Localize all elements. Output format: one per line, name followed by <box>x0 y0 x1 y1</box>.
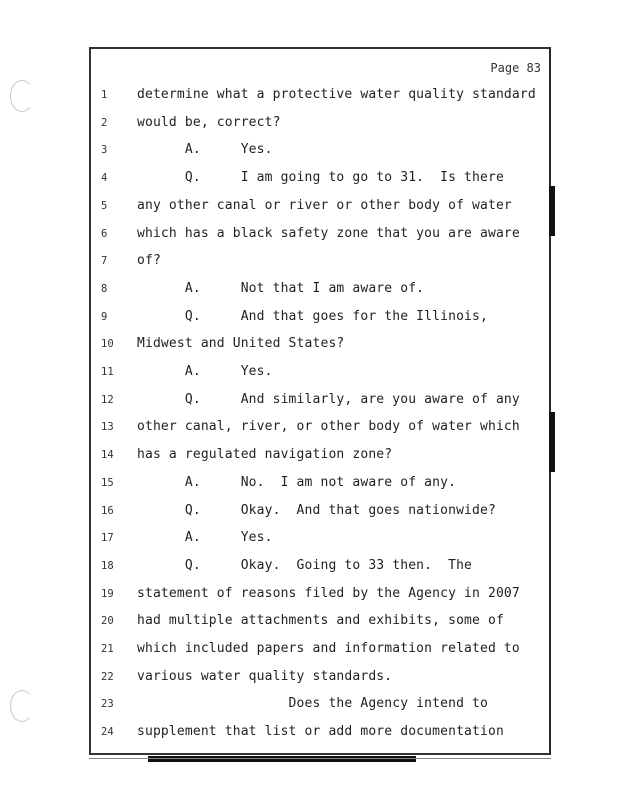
transcript-line: had multiple attachments and exhibits, some of <box>137 613 504 629</box>
line-number: 11 <box>101 366 114 378</box>
transcript-line: Midwest and United States? <box>137 336 345 352</box>
transcript-line: other canal, river, or other body of water which <box>137 419 520 435</box>
transcript-line: Q. And similarly, are you aware of any <box>137 391 520 407</box>
line-number: 6 <box>101 227 108 240</box>
line-number: 10 <box>101 338 114 351</box>
transcript-line: various water quality standards. <box>137 668 393 684</box>
line-number: 13 <box>101 421 114 434</box>
line-number: 7 <box>101 255 108 268</box>
transcript-line: which has a black safety zone that you are aware <box>137 225 520 241</box>
transcript-line: supplement that list or add more documentation <box>137 724 504 740</box>
line-number: 2 <box>101 116 108 129</box>
scan-line-bottom <box>89 758 551 759</box>
line-number: 15 <box>101 476 114 489</box>
transcript-line: A. Yes. <box>137 142 273 158</box>
line-number: 16 <box>101 504 114 517</box>
transcript-line: Q. Okay. And that goes nationwide? <box>137 502 496 518</box>
line-number: 21 <box>101 643 114 655</box>
transcript-line: which included papers and information related to <box>137 641 520 656</box>
line-number: 17 <box>101 532 114 545</box>
line-number: 8 <box>101 282 108 295</box>
scan-bar-right-bottom <box>549 412 555 472</box>
scan-bar-bottom <box>148 756 416 762</box>
line-number: 9 <box>101 310 108 323</box>
punch-hole-top <box>10 80 34 112</box>
line-number: 1 <box>101 89 108 101</box>
line-number: 5 <box>101 199 108 212</box>
line-number: 19 <box>101 587 114 600</box>
line-number: 12 <box>101 393 114 406</box>
transcript-line: A. Yes. <box>137 530 273 546</box>
transcript-line: Q. And that goes for the Illinois, <box>137 308 488 324</box>
line-number: 14 <box>101 449 114 462</box>
transcript-page <box>89 47 551 755</box>
transcript-line: determine what a protective water quality standard <box>137 87 536 102</box>
transcript-line: of? <box>137 253 161 269</box>
transcript-line: Q. I am going to go to 31. Is there <box>137 170 504 186</box>
scan-bar-right-top <box>549 186 555 236</box>
transcript-line: any other canal or river or other body of water <box>137 197 512 213</box>
transcript-line: would be, correct? <box>137 114 281 130</box>
punch-hole-bottom <box>10 690 34 722</box>
transcript-line: has a regulated navigation zone? <box>137 447 393 463</box>
line-number: 24 <box>101 726 114 739</box>
transcript-line: A. Yes. <box>137 364 273 379</box>
transcript-line: statement of reasons filed by the Agency in 2007 <box>137 585 520 601</box>
transcript-line: A. Not that I am aware of. <box>137 280 425 296</box>
transcript-line: Q. Okay. Going to 33 then. The <box>137 557 473 573</box>
line-number: 3 <box>101 144 108 157</box>
line-number: 4 <box>101 172 108 185</box>
transcript-line: Does the Agency intend to <box>137 696 488 712</box>
line-number: 22 <box>101 670 114 683</box>
transcript-line: A. No. I am not aware of any. <box>137 474 457 490</box>
line-number: 20 <box>101 615 114 628</box>
line-number: 18 <box>101 559 114 572</box>
line-number: 23 <box>101 698 114 711</box>
page-number: Page 83 <box>490 61 541 75</box>
